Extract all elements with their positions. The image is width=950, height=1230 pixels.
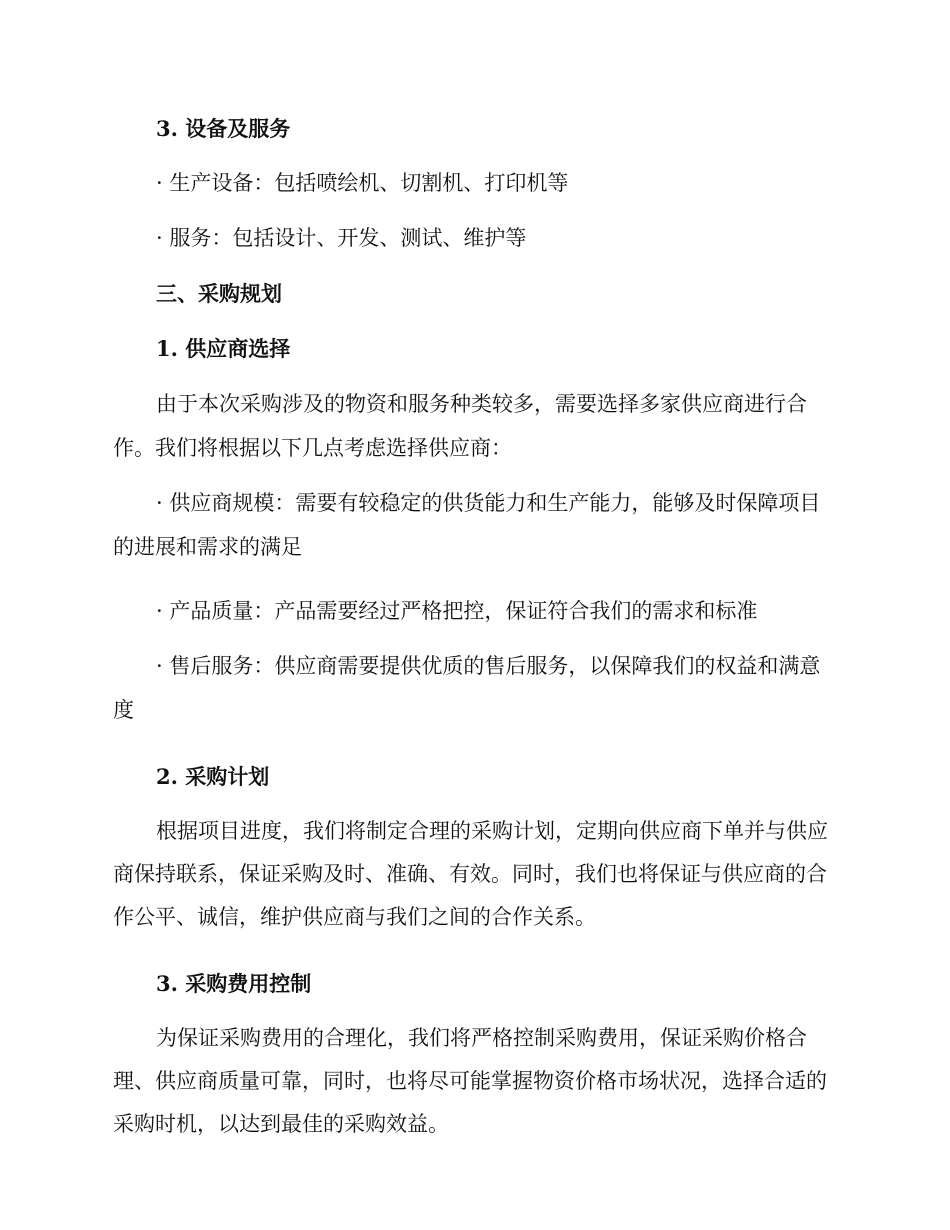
paragraph-procurement-plan: 根据项目进度，我们将制定合理的采购计划，定期向供应商下单并与供应商保持联系，保证采购及时、准确、有效。同时，我们也将保证与供应商的合作公平、诚信，维护供应商与我们之间的合作关系。 xyxy=(113,819,828,929)
bullet-supplier-scale: · 供应商规模：需要有较稳定的供货能力和生产能力，能够及时保障项目的进展和需求的满足 xyxy=(113,491,821,559)
bullet-product-quality: · 产品质量：产品需要经过严格把控，保证符合我们的需求和标准 xyxy=(156,599,758,623)
heading-cost-control: 3. 采购费用控制 xyxy=(156,971,312,996)
heading-equipment-services: 3. 设备及服务 xyxy=(156,116,291,141)
heading-supplier-selection: 1. 供应商选择 xyxy=(156,336,291,361)
heading-procurement-plan: 2. 采购计划 xyxy=(156,764,270,789)
paragraph-cost-control: 为保证采购费用的合理化，我们将严格控制采购费用，保证采购价格合理、供应商质量可靠，同时，也将尽可能掌握物资价格市场状况，选择合适的采购时机，以达到最佳的采购效益。 xyxy=(113,1026,827,1136)
bullet-production-equipment: · 生产设备：包括喷绘机、切割机、打印机等 xyxy=(156,171,569,195)
heading-procurement-planning: 三、采购规划 xyxy=(156,281,282,306)
bullet-after-sales: · 售后服务：供应商需要提供优质的售后服务，以保障我们的权益和满意度 xyxy=(113,654,821,722)
bullet-services: · 服务：包括设计、开发、测试、维护等 xyxy=(156,226,527,250)
paragraph-supplier-selection: 由于本次采购涉及的物资和服务种类较多，需要选择多家供应商进行合作。我们将根据以下几点考虑选择供应商： xyxy=(113,392,807,460)
